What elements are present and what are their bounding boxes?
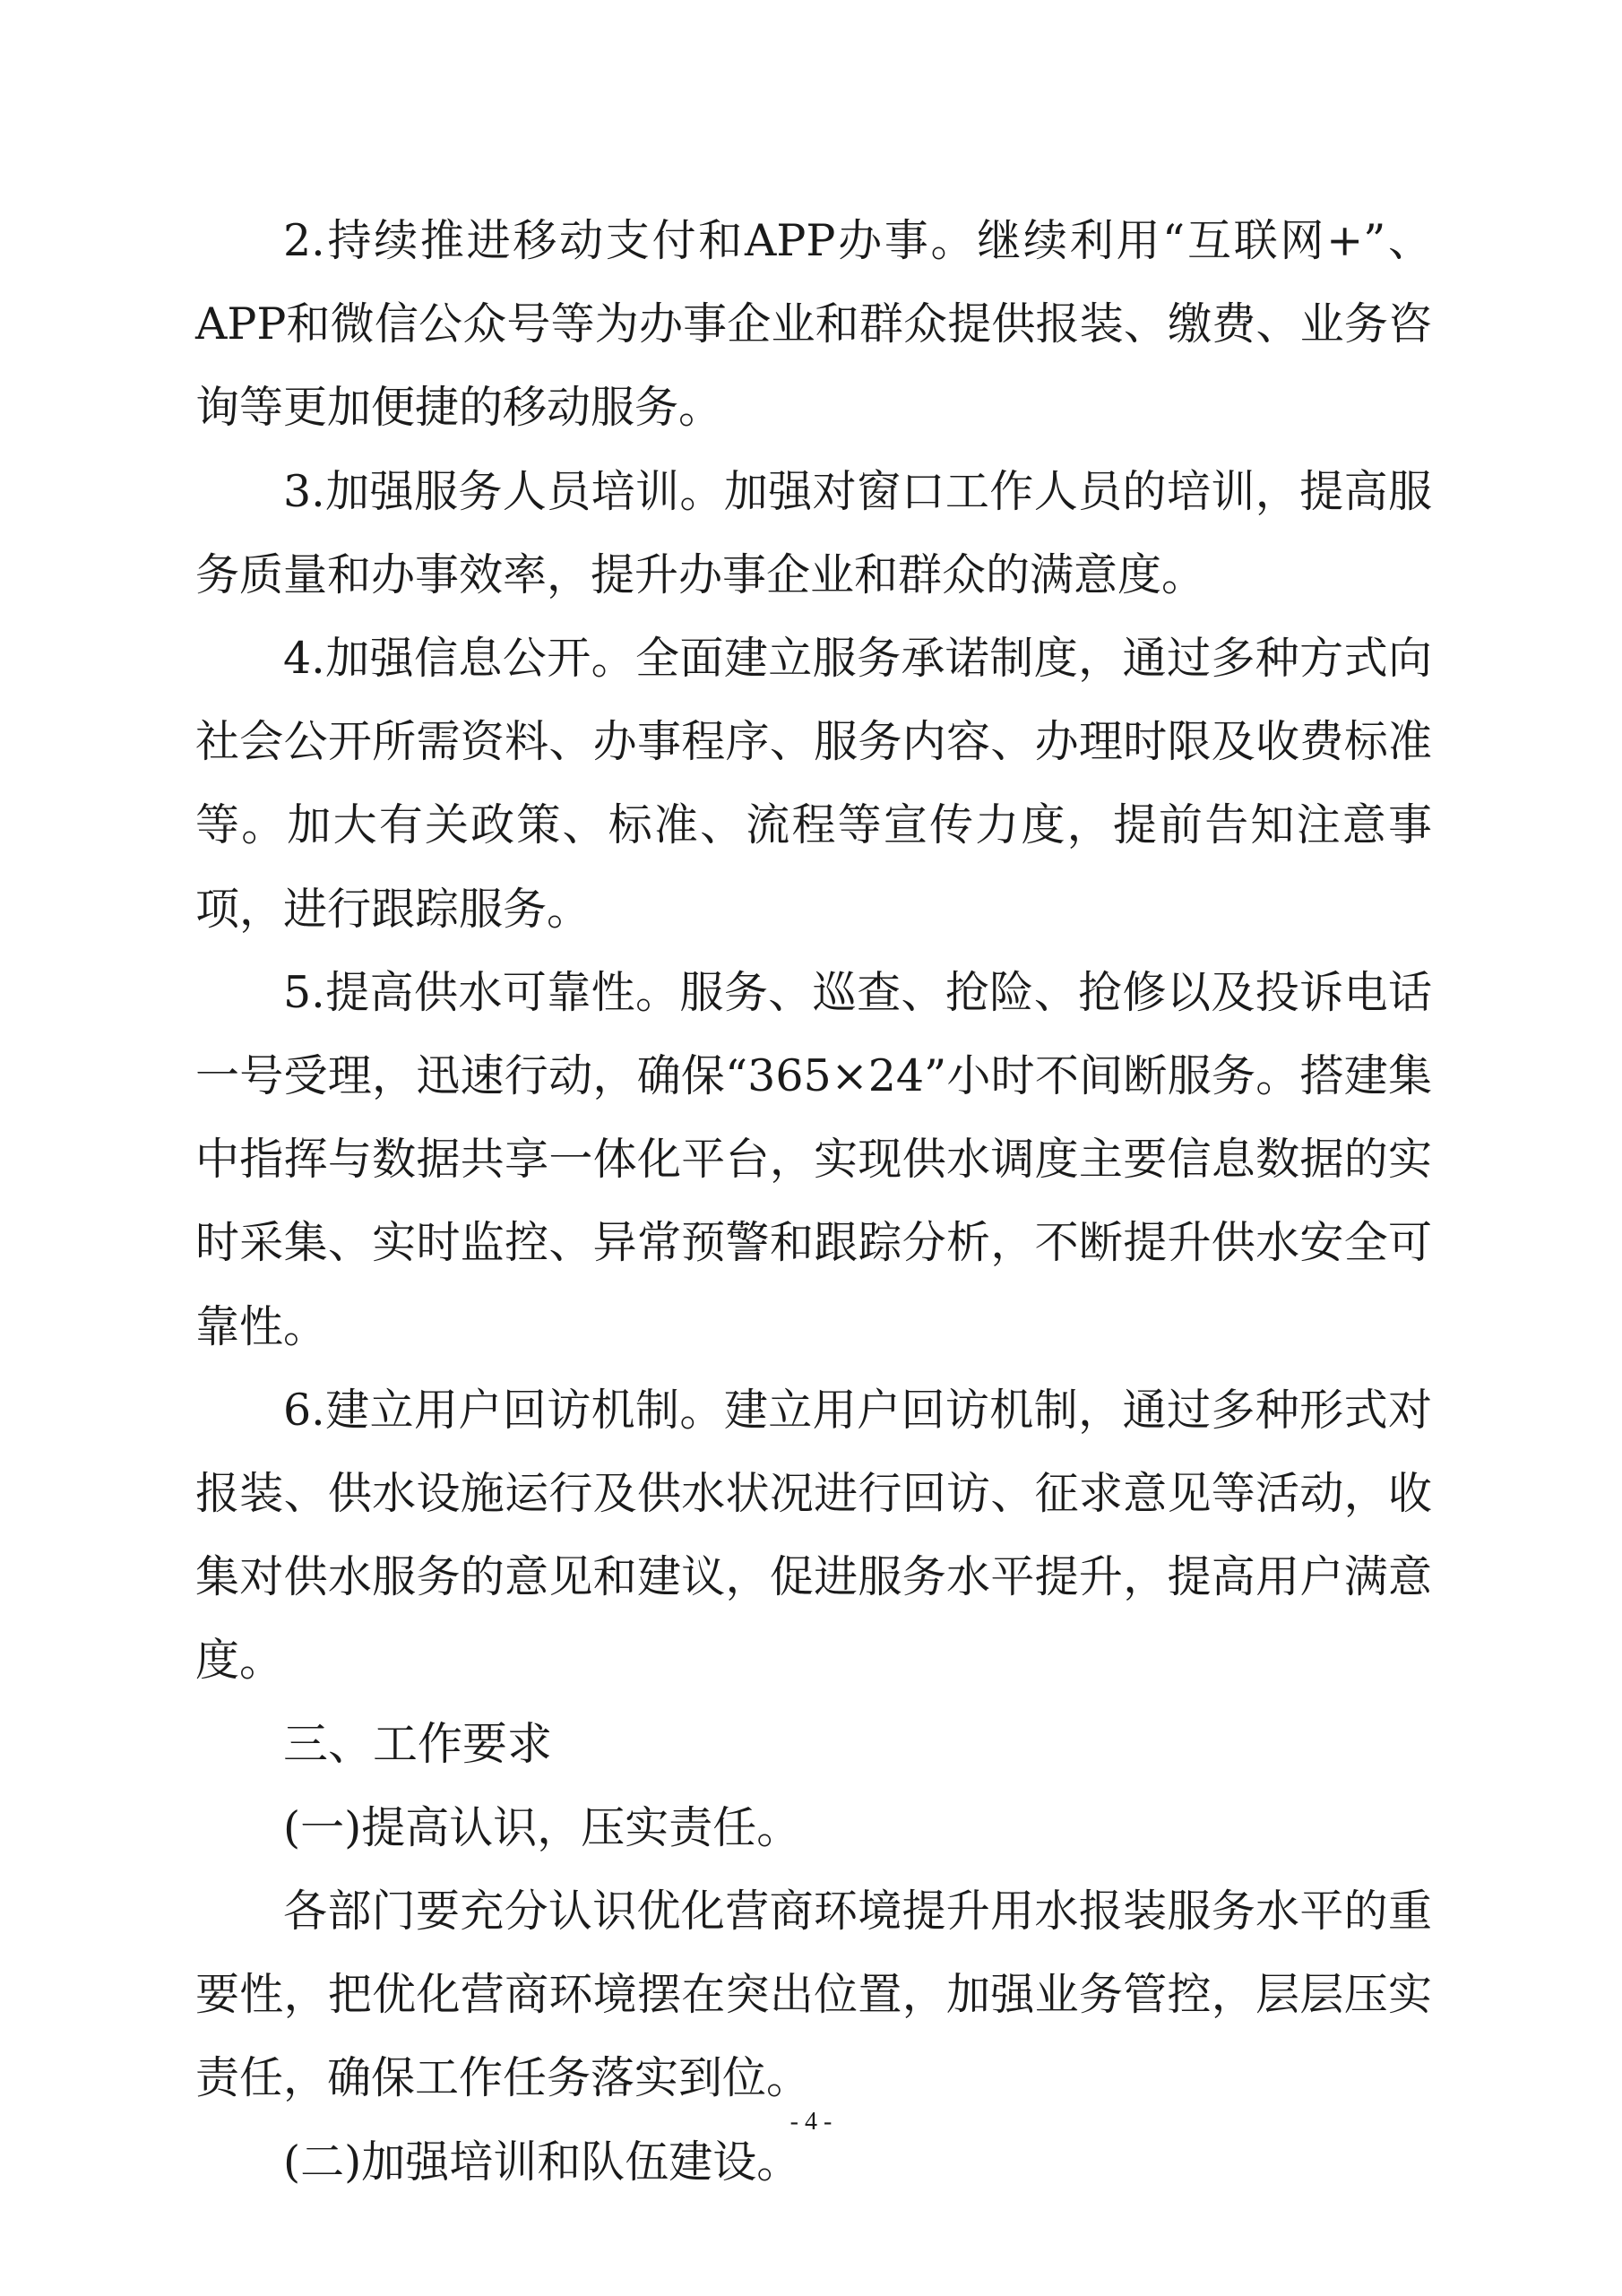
paragraph-raise-awareness-body: 各部门要充分认识优化营商环境提升用水报装服务水平的重要性，把优化营商环境摆在突出位置，加强业务管控，层层压实责任，确保工作任务落实到位。 [195,1886,1432,2104]
paragraph-mobile-payment: 2.持续推进移动支付和APP办事。继续利用“互联网+”、APP和微信公众号等为办事企业和群众提供报装、缴费、业务咨询等更加便捷的移动服务。 [195,215,1432,434]
paragraph-staff-training: 3.加强服务人员培训。加强对窗口工作人员的培训，提高服务质量和办事效率，提升办事企业和群众的满意度。 [195,465,1432,600]
section-heading-work-requirements: 三、工作要求 [283,1717,552,1770]
page-number: - 4 - [789,2108,833,2136]
subheading-raise-awareness: (一)提高认识，压实责任。 [283,1801,801,1853]
paragraph-user-followup: 6.建立用户回访机制。建立用户回访机制，通过多种形式对报装、供水设施运行及供水状况进行回访、征求意见等活动，收集对供水服务的意见和建议，促进服务水平提升，提高用户满意度。 [195,1384,1432,1687]
document-body [195,199,1432,2204]
subheading-training-team-building: (二)加强培训和队伍建设。 [283,2136,801,2188]
paragraph-supply-reliability: 5.提高供水可靠性。服务、巡查、抢险、抢修以及投诉电话一号受理，迅速行动，确保“365×24”小时不间断服务。搭建集中指挥与数据共享一体化平台，实现供水调度主要信息数据的实时采集、实时监控、异常预警和跟踪分析，不断提升供水安全可靠性。 [195,966,1432,1352]
paragraph-information-disclosure: 4.加强信息公开。全面建立服务承诺制度，通过多种方式向社会公开所需资料、办事程序、服务内容、办理时限及收费标准等。加大有关政策、标准、流程等宣传力度，提前告知注意事项，进行跟踪服务。 [195,633,1432,935]
